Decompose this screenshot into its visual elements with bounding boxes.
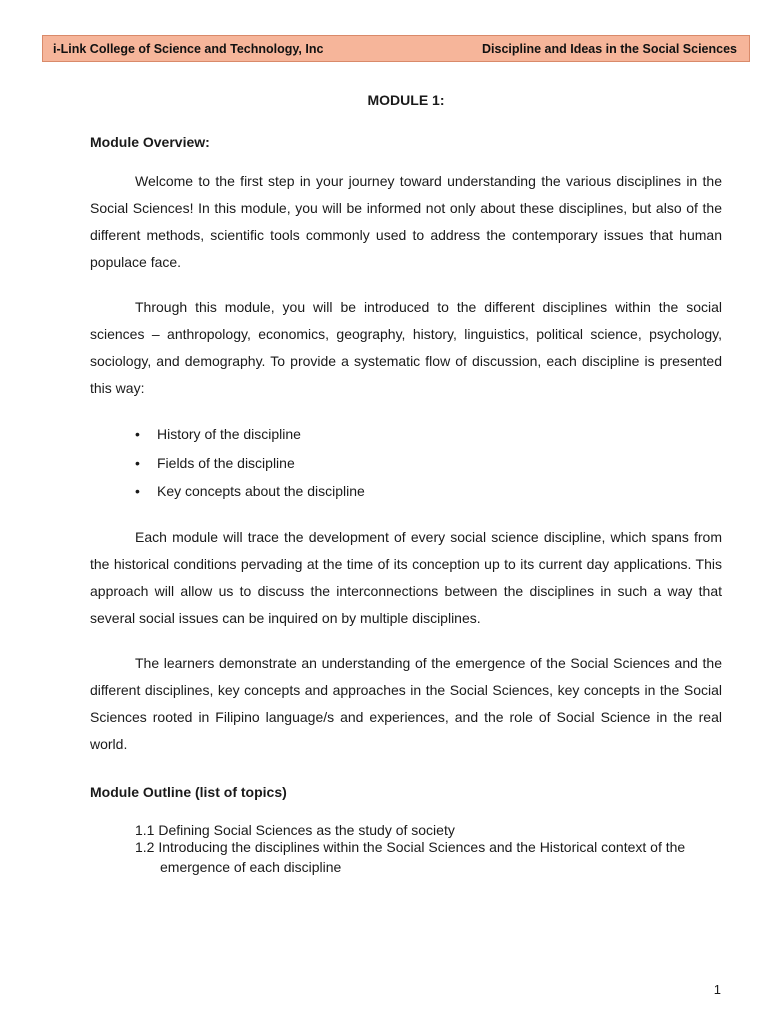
page-number: 1 [713, 982, 721, 997]
list-item [135, 449, 722, 478]
bullet-icon: • [135, 483, 140, 499]
outline-item-2: 1.2 Introducing the disciplines within the Social Sciences and the Historical context of the [135, 838, 686, 855]
list-item-text: Fields of the discipline [157, 454, 295, 471]
list-item-text: Key concepts about the discipline [157, 483, 365, 499]
discipline-presentation-list [90, 420, 722, 506]
outline-item-1: 1.1 Defining Social Sciences as the study of society [135, 821, 455, 838]
overview-paragraph-1: Welcome to the first step in your journey toward understanding the various disciplines in the Social Sciences! In this module, you will be informed not only about these disciplines, but also of the different methods, scientific tools commonly used to address the contemporary issues that human populace face. [90, 173, 722, 270]
overview-paragraph-4: The learners demonstrate an understanding of the emergence of the Social Sciences and the different disciplines, key concepts and approaches in the Social Sciences, key concepts in the Social Sciences rooted in Filipino language/s and experiences, and the role of Social Science in the real world. [90, 654, 722, 752]
page-header [42, 35, 750, 62]
module-outline [90, 822, 722, 876]
bullet-icon: • [135, 454, 140, 471]
document-body [90, 90, 722, 876]
header-institution: i-Link College of Science and Technology, Inc [53, 41, 324, 56]
overview-paragraph-2: Through this module, you will be introduced to the different disciplines within the social sciences – anthropology, economics, geography, history, linguistics, political science, psychology, sociology, and demography. To provide a systematic flow of discussion, each discipline is presented this way: [90, 299, 722, 396]
outline-heading: Module Outline (list of topics) [90, 783, 287, 800]
list-item-text: History of the discipline [157, 426, 301, 442]
list-item [135, 477, 722, 506]
list-item [135, 420, 722, 449]
header-course-title: Discipline and Ideas in the Social Sciences [482, 41, 737, 56]
overview-paragraph-3: Each module will trace the development of every social science discipline, which spans from the historical conditions pervading at the time of its conception up to its current day applications. This approach will allow us to discuss the interconnections between the disciplines in such a way that several social issues can be inquired on by multiple disciplines. [90, 528, 722, 626]
module-title: MODULE 1: [367, 92, 445, 108]
outline-item-2-continuation: emergence of each discipline [160, 858, 342, 875]
bullet-icon: • [135, 426, 140, 442]
overview-heading: Module Overview: [90, 134, 210, 150]
